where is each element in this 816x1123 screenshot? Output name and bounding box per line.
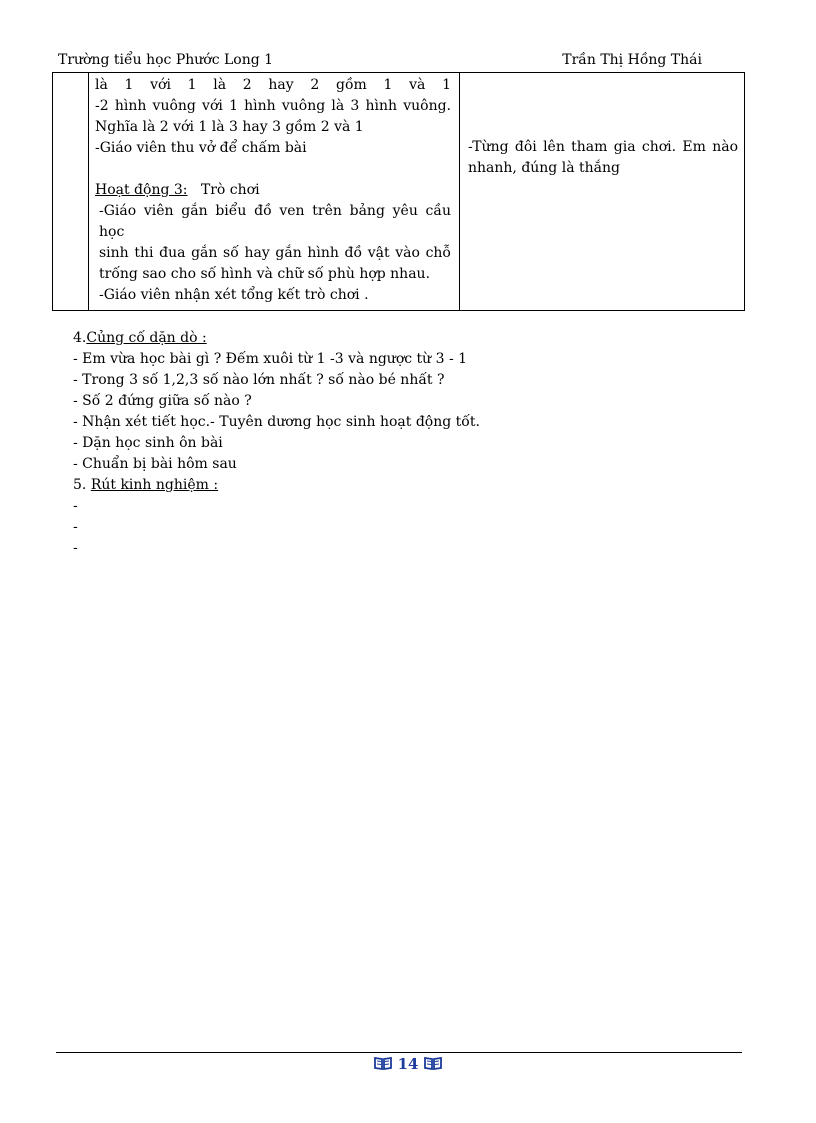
table-row [53, 73, 745, 311]
list-item: - Chuẩn bị bài hôm sau [73, 456, 237, 472]
list-item: - Nhận xét tiết học.- Tuyên dương học sinh hoạt động tốt. [73, 414, 480, 430]
section-number: 5. [73, 477, 87, 493]
activity-title: Trò chơi [200, 182, 260, 198]
section-title: Củng cố dặn dò : [86, 330, 207, 346]
open-book-icon [424, 1056, 442, 1074]
section-heading [73, 328, 480, 349]
list-item: - Em vừa học bài gì ? Đếm xuôi từ 1 -3 và ngược từ 3 - 1 [73, 351, 468, 367]
school-name: Trường tiểu học Phước Long 1 [58, 52, 274, 68]
table-cell-empty [53, 73, 89, 311]
lesson-table [52, 72, 745, 311]
list-item: - [73, 540, 78, 556]
teacher-name: Trần Thị Hồng Thái [562, 52, 702, 68]
text-line: -2 hình vuông với 1 hình vuông là 3 hình vuông. [95, 98, 451, 114]
text-line: là 1 với 1 là 2 hay 2 gồm 1 và 1 [95, 77, 451, 93]
list-item: - [73, 498, 78, 514]
page-number: 14 [397, 1055, 419, 1073]
table-cell-teacher-activities [89, 73, 460, 311]
text-line: -Giáo viên nhận xét tổng kết trò chơi . [99, 287, 369, 303]
page-header [58, 52, 746, 72]
list-item: - Dặn học sinh ôn bài [73, 435, 223, 451]
text-line: -Giáo viên gắn biểu đồ ven trên bảng yêu cầu học [99, 203, 451, 240]
section-heading [73, 475, 480, 496]
list-item: - [73, 519, 78, 535]
text-line: trống sao cho số hình và chữ số phù hợp nhau. [99, 266, 431, 282]
table-cell-student-activities [460, 73, 745, 311]
open-book-icon [374, 1056, 392, 1074]
text-line: sinh thi đua gắn số hay gắn hình đồ vật vào chỗ [99, 245, 451, 261]
page-footer [0, 1055, 816, 1074]
footer-divider [56, 1052, 742, 1053]
lesson-summary [73, 328, 480, 559]
section-title: Rút kinh nghiệm : [90, 477, 219, 493]
text-line: Nghĩa là 2 với 1 là 3 hay 3 gồm 2 và 1 [95, 119, 364, 135]
text-line: nhanh, đúng là thắng [468, 160, 620, 176]
text-line: -Từng đôi lên tham gia chơi. Em nào [468, 139, 738, 155]
activity-heading [95, 180, 451, 201]
list-item: - Trong 3 số 1,2,3 số nào lớn nhất ? số nào bé nhất ? [73, 372, 445, 388]
activity-label: Hoạt động 3: [95, 182, 188, 198]
list-item: - Số 2 đứng giữa số nào ? [73, 393, 252, 409]
section-number: 4. [73, 330, 87, 346]
text-line: -Giáo viên thu vở để chấm bài [95, 140, 307, 156]
